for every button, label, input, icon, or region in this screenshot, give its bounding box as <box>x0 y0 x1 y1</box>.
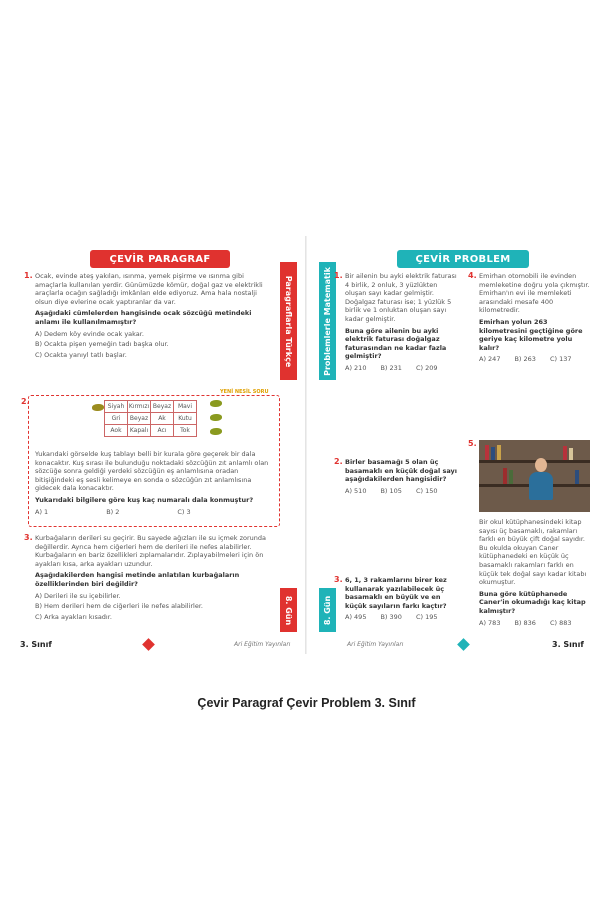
options-row <box>345 487 457 496</box>
table-row <box>105 413 197 425</box>
question-3 <box>334 575 457 622</box>
table-row <box>105 401 197 413</box>
question-number: 2. <box>21 397 30 406</box>
branch-1-icon <box>210 400 222 407</box>
option-c[interactable]: C) Ocakta yanıyl tatlı başlar. <box>35 350 127 359</box>
question-number: 4. <box>468 271 477 280</box>
grid-cell: Kırmızı <box>128 401 151 413</box>
options-row <box>35 508 273 517</box>
question-number: 5. <box>468 439 477 448</box>
question-text: Ocak, evinde ateş yakılan, ısınma, yemek pişirme ve ısınma gibi amaçlarla kullanılan yerdir. Günümüzde kömür, doğal gaz ve elektrikli araçlarla ocağın sağladığı imkânları elde ediyoruz. Ama hala nostalji olsun diye evlerine ocak yaptıranlar da var. <box>35 272 263 306</box>
left-footer-brand: Ari Eğitim Yayınları <box>234 641 291 648</box>
option-a[interactable]: A) Derileri ile su içebilirler. <box>35 591 121 600</box>
grid-cell: Gri <box>105 413 128 425</box>
question-number: 1. <box>334 271 343 280</box>
right-page <box>307 236 596 654</box>
new-type-badge: YENİ NESİL SORU <box>220 389 269 395</box>
branch-3-icon <box>210 428 222 435</box>
option-b[interactable]: B) 836 <box>514 618 536 627</box>
question-text: Yukarıdaki görselde kuş tablayı belli bir kurala göre geçerek bir dala konacaktır. Kuş sırası ile bulunduğu noktadaki sözcüğün zıt anlamlı olan sözcüğe sonra geldiği yerdeki sözcüğün eş anlamlısına oradan bitişiğindeki eş sesli kelimeye en sonda o sözcüğün zıt anlamlısına gidecek dala konacaktır. <box>35 450 269 493</box>
grid-cell: Kutu <box>174 413 197 425</box>
question-5 <box>479 518 591 627</box>
question-1 <box>24 271 275 361</box>
grid-cell: Tok <box>174 425 197 437</box>
book-spread <box>18 236 596 654</box>
book <box>491 447 495 460</box>
option-c[interactable]: C) 195 <box>415 613 438 622</box>
option-a[interactable]: A) 1 <box>35 507 49 516</box>
option-b[interactable]: B) 2 <box>106 507 120 516</box>
option-a[interactable]: A) 495 <box>345 613 367 622</box>
option-b[interactable]: B) 105 <box>380 486 402 495</box>
right-page-header: ÇEVİR PROBLEM <box>397 250 529 268</box>
left-page <box>18 236 307 654</box>
library-photo <box>479 440 590 512</box>
page-number-icon <box>457 638 470 651</box>
option-a[interactable]: A) 510 <box>345 486 367 495</box>
grid-cell: Mavi <box>174 401 197 413</box>
option-b[interactable]: B) 231 <box>380 363 402 372</box>
left-page-header: ÇEVİR PARAGRAF <box>90 250 230 268</box>
question-stem: Aşağıdakilerden hangisi metinde anlatılan kurbağaların özelliklerinden biri değildir? <box>35 571 240 588</box>
question-2-body <box>35 450 273 516</box>
question-4 <box>468 271 591 364</box>
option-c[interactable]: C) 209 <box>415 363 438 372</box>
book <box>485 445 489 460</box>
word-grid <box>104 400 197 437</box>
question-stem: Birler basamağı 5 olan üç basamaklı en küçük doğal sayı aşağıdakilerden hangisidir? <box>345 458 457 484</box>
question-stem: Aşağıdaki cümlelerden hangisinde ocak sözcüğü metindeki anlamı ile kullanılmamıştır? <box>35 309 252 326</box>
grid-cell: Beyaz <box>128 413 151 425</box>
grid-cell: Acı <box>151 425 174 437</box>
question-number: 3. <box>24 533 33 542</box>
option-b[interactable]: B) Ocakta pişen yemeğin tadı başka olur. <box>35 340 169 349</box>
options-row <box>479 619 591 628</box>
book <box>497 445 501 460</box>
option-a[interactable]: A) 247 <box>479 355 501 364</box>
question-text: Bir ailenin bu ayki elektrik faturası 4 birlik, 2 onluk, 3 yüzlükten oluşan sayı kadar gelmiştir. Doğalgaz faturası ise; 1 yüzlük 5 birlik ve 1 onluktan oluşan sayı kadar gelmiştir. <box>345 272 457 323</box>
right-footer-brand: Ari Eğitim Yayınları <box>347 641 404 648</box>
question-text: Bir okul kütüphanesindeki kitap sayısı üç basamaklı, rakamları farklı en büyük çift doğal sayıdır. Bu okulda okuyan Caner kütüphanedeki en küçük üç basamaklı rakamları farklı en küçük tek doğal sayı kadar kitabı okumuştur. <box>479 518 587 587</box>
question-stem: Buna göre ailenin bu ayki elektrik faturası doğalgaz faturasından ne kadar fazla gelmiştir? <box>345 326 447 361</box>
option-c[interactable]: C) 150 <box>415 486 438 495</box>
question-stem: Yukarıdaki bilgilere göre kuş kaç numaralı dala konmuştur? <box>35 495 254 504</box>
option-a[interactable]: A) 783 <box>479 618 501 627</box>
question-stem: Emirhan yolun 263 kilometresini geçtiğine göre geriye kaç kilometre yolu kalır? <box>479 317 583 352</box>
grid-cell: Beyaz <box>151 401 174 413</box>
left-side-tab: Paragraflarla Türkçe <box>280 262 297 380</box>
right-day-tab: 8. Gün <box>319 588 336 632</box>
question-number: 2. <box>334 457 343 466</box>
option-c[interactable]: C) 137 <box>549 355 572 364</box>
options-row <box>345 364 457 373</box>
book <box>503 468 507 484</box>
left-day-tab: 8. Gün <box>280 588 297 632</box>
question-stem: 6, 1, 3 rakamlarını birer kez kullanarak yazılabilecek üç basamaklı en büyük ve en küçük sayıların farkı kaçtır? <box>345 576 447 610</box>
question-stem: Buna göre kütüphanede Caner'in okumadığı kaç kitap kalmıştır? <box>479 589 586 615</box>
options-row <box>479 355 591 364</box>
bird-icon <box>92 404 104 411</box>
question-3 <box>24 533 275 623</box>
table-row <box>105 425 197 437</box>
student-head <box>535 458 547 472</box>
right-side-tab: Problemlerle Matematik <box>319 262 336 380</box>
question-number: 3. <box>334 575 343 584</box>
question-number: 1. <box>24 271 33 280</box>
right-footer-grade: 3. Sınıf <box>552 640 584 649</box>
option-b[interactable]: B) 390 <box>380 613 402 622</box>
option-c[interactable]: C) 3 <box>177 507 191 516</box>
page-number-icon <box>142 638 155 651</box>
grid-cell: Kapalı <box>128 425 151 437</box>
book <box>575 470 579 484</box>
book <box>563 446 567 460</box>
product-caption: Çevir Paragraf Çevir Problem 3. Sınıf <box>197 696 416 710</box>
book <box>569 448 573 460</box>
question-1 <box>334 271 457 373</box>
option-b[interactable]: B) Hem derileri hem de ciğerleri ile nefes alabilirler. <box>35 602 204 611</box>
question-text: Kurbağaların derileri su geçirir. Bu sayede ağızları ile su içmek zorunda değillerdir. Ayrıca hem ciğerleri hem de derileri ile nefes alabilirler. Kurbağaların en bariz özellikleri zıplamalarıdır. Zıplayabilmeleri için ön ayakları kısa, arka ayakları uzundur. <box>35 534 267 568</box>
student-body <box>529 472 553 500</box>
branch-2-icon <box>210 414 222 421</box>
question-2 <box>334 457 457 495</box>
option-a[interactable]: A) 210 <box>345 363 367 372</box>
grid-cell: Siyah <box>105 401 128 413</box>
question-text: Emirhan otomobili ile evinden memleketine doğru yola çıkmıştır. Emirhan'ın evi ile memleketi arasındaki mesafe 400 kilometredir. <box>479 272 590 315</box>
book <box>509 470 513 484</box>
option-a[interactable]: A) Dedem köy evinde ocak yakar. <box>35 329 144 338</box>
option-c[interactable]: C) 883 <box>549 618 572 627</box>
option-c[interactable]: C) Arka ayakları kısadır. <box>35 612 112 621</box>
left-footer-grade: 3. Sınıf <box>20 640 52 649</box>
grid-cell: Ak <box>151 413 174 425</box>
grid-cell: Aok <box>105 425 128 437</box>
option-b[interactable]: B) 263 <box>514 355 536 364</box>
options-row <box>345 613 457 622</box>
